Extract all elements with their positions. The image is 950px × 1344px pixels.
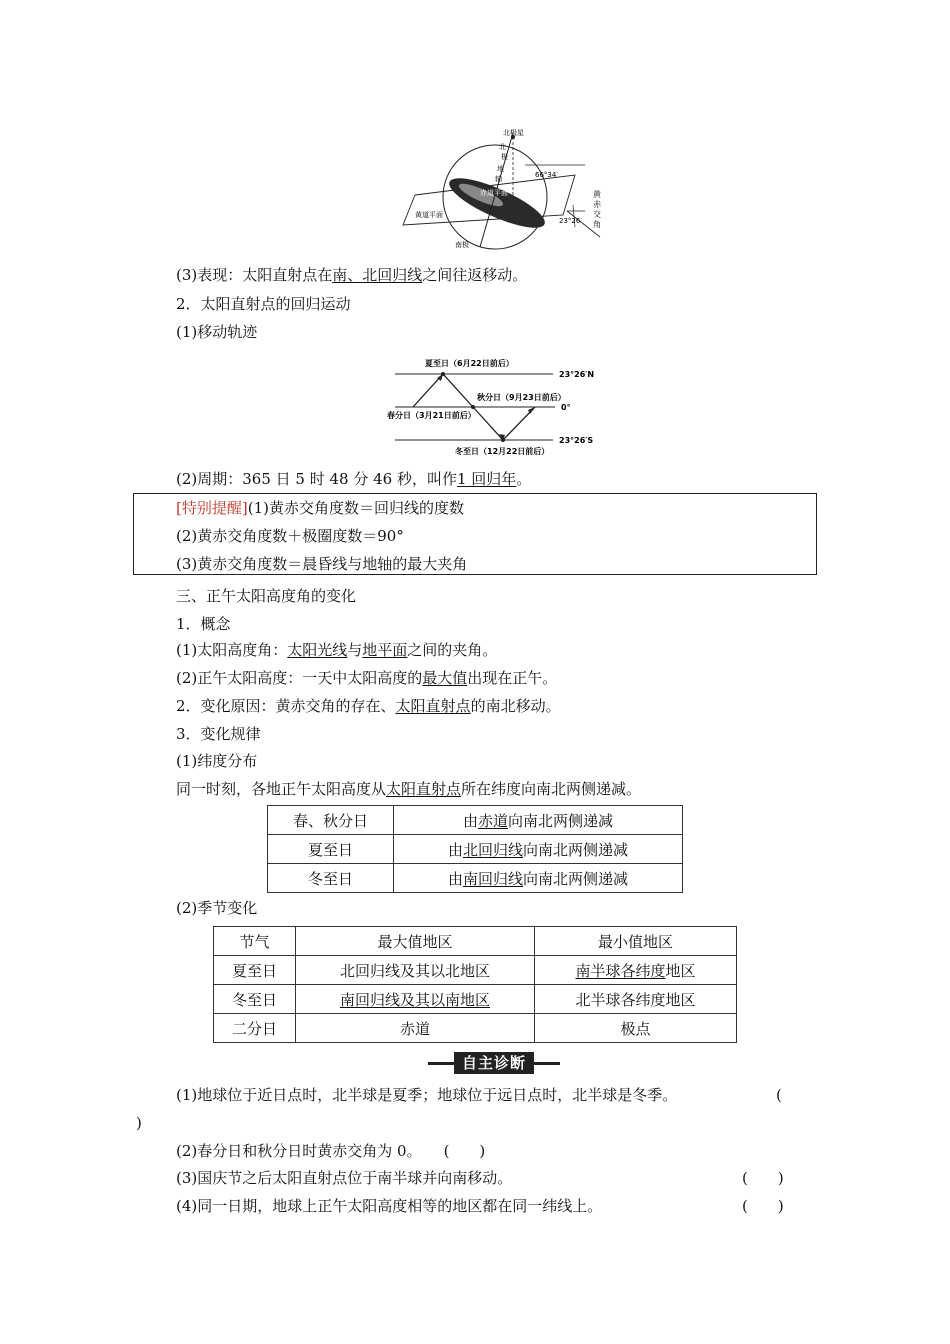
obliquity-vertical-label (593, 189, 602, 229)
period-line: (2)周期：365 日 5 时 48 分 46 秒，叫作1 回归年。 (176, 470, 532, 488)
table-row (214, 985, 737, 1014)
max-region-cell: 南回归线及其以南地区 (296, 985, 535, 1014)
tip-tag: [特别提醒] (176, 499, 248, 517)
lat-0-label: 0° (561, 403, 571, 412)
svg-text:黄: 黄 (593, 190, 601, 199)
self-diagnosis-badge (428, 1052, 560, 1074)
season-cell: 冬至日 (268, 864, 394, 893)
sec2-heading: 2．太阳直射点的回归运动 (176, 295, 351, 313)
distribution-cell: 由北回归线向南北两侧递减 (394, 835, 683, 864)
sec3-h2: 2．变化原因：黄赤交角的存在、太阳直射点的南北移动。 (176, 697, 561, 715)
distribution-cell: 由赤道向南北两侧递减 (394, 806, 683, 835)
max-region-cell: 赤道 (296, 1014, 535, 1043)
question-3-answer-blank[interactable]: ( ) (742, 1169, 784, 1187)
question-1-paren-close: ) (136, 1114, 142, 1132)
lat-s-label: 23°26′S (559, 436, 594, 445)
seasonal-change-table (213, 926, 737, 1043)
sec2-subheading: (1)移动轨迹 (176, 323, 258, 341)
summer-solstice-label: 夏至日（6月22日前后） (425, 359, 514, 368)
table-row (268, 864, 683, 893)
question-2-answer-blank[interactable]: ( ) (443, 1142, 486, 1160)
axis-label-2: 极 (501, 153, 508, 161)
axis-label-1: 北 (499, 143, 506, 151)
sec3-h1: 1．概念 (176, 615, 231, 633)
tip-line-2: (2)黄赤交角度数＋极圈度数＝90° (176, 527, 404, 545)
sec3-p2: (2)正午太阳高度：一天中太阳高度的最大值出现在正午。 (176, 669, 558, 687)
header-max: 最大值地区 (296, 927, 535, 956)
latitude-distribution-table (267, 805, 683, 893)
min-region-cell: 北半球各纬度地区 (535, 985, 737, 1014)
distribution-cell: 由南回归线向南北两侧递减 (394, 864, 683, 893)
question-1-paren-open: ( (776, 1086, 782, 1104)
min-region-cell: 极点 (535, 1014, 737, 1043)
angle-66-label: 66°34′ (535, 171, 558, 179)
lat-n-label: 23°26′N (559, 370, 595, 379)
south-pole-label: 南极 (455, 241, 469, 249)
term-cell: 夏至日 (214, 956, 296, 985)
sec3-title: 三、正午太阳高度角的变化 (176, 587, 357, 605)
question-2: (2)春分日和秋分日时黄赤交角为 0。 ( ) (176, 1142, 486, 1160)
season-cell: 夏至日 (268, 835, 394, 864)
ecliptic-obliquity-diagram (385, 125, 615, 253)
sec3-h3: 3．变化规律 (176, 725, 261, 743)
tip-line-3: (3)黄赤交角度数＝晨昏线与地轴的最大夹角 (176, 555, 468, 573)
tip-line-1: [特别提醒](1)黄赤交角度数＝回归线的度数 (176, 499, 464, 517)
axis-label-4: 轴 (495, 175, 502, 183)
term-cell: 冬至日 (214, 985, 296, 1014)
question-4-answer-blank[interactable]: ( ) (742, 1197, 784, 1215)
spring-equinox-label: 春分日（3月21日前后） (387, 411, 476, 420)
winter-solstice-label: 冬至日（12月22日前后） (455, 447, 550, 456)
sec2-p3: (3)表现：太阳直射点在南、北回归线之间往返移动。 (176, 266, 528, 284)
question-4: (4)同一日期，地球上正午太阳高度相等的地区都在同一纬线上。 (176, 1197, 603, 1215)
sec3-h3-2: (2)季节变化 (176, 899, 258, 917)
table-row (268, 806, 683, 835)
table-row (268, 835, 683, 864)
table-row (214, 1014, 737, 1043)
table-row (214, 956, 737, 985)
question-3: (3)国庆节之后太阳直射点位于南半球并向南移动。 (176, 1169, 513, 1187)
max-region-cell: 北回归线及其以北地区 (296, 956, 535, 985)
ecliptic-plane-label: 黄道平面 (415, 211, 443, 219)
term-cell: 二分日 (214, 1014, 296, 1043)
header-min: 最小值地区 (535, 927, 737, 956)
svg-text:交: 交 (593, 210, 601, 219)
table-header-row (214, 927, 737, 956)
polaris-label: 北极星 (503, 129, 524, 137)
autumn-equinox-label: 秋分日（9月23日前后） (477, 393, 566, 402)
axis-label-3: 地 (497, 165, 504, 173)
question-1: (1)地球位于近日点时，北半球是夏季；地球位于远日点时，北半球是冬季。 (176, 1086, 678, 1104)
equator-plane-label: 赤道平面 (480, 189, 508, 197)
angle-23-label: 23°26′ (559, 217, 582, 225)
svg-text:角: 角 (593, 220, 601, 229)
season-cell: 春、秋分日 (268, 806, 394, 835)
sec3-p3: 同一时刻，各地正午太阳高度从太阳直射点所在纬度向南北两侧递减。 (176, 780, 642, 798)
sec3-h3-1: (1)纬度分布 (176, 752, 258, 770)
header-term: 节气 (214, 927, 296, 956)
svg-text:赤: 赤 (593, 200, 601, 209)
subsolar-migration-diagram (385, 354, 605, 462)
min-region-cell: 南半球各纬度地区 (535, 956, 737, 985)
self-diagnosis-label: 自主诊断 (454, 1052, 534, 1074)
sec3-p1: (1)太阳高度角：太阳光线与地平面之间的夹角。 (176, 641, 498, 659)
